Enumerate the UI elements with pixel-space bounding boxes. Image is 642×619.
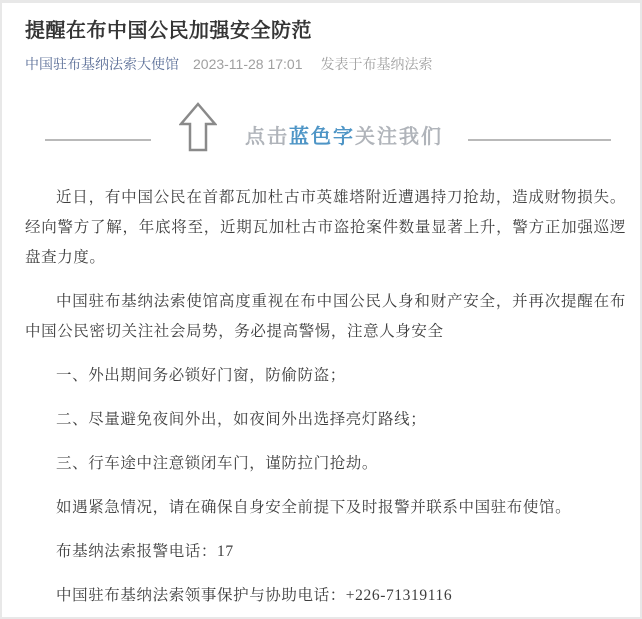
banner-divider-left	[45, 139, 151, 141]
follow-banner	[2, 95, 640, 161]
publish-location: 发表于布基纳法索	[320, 56, 433, 72]
page-title: 提醒在布中国公民加强安全防范	[25, 20, 312, 42]
article-paragraph: 如遇紧急情况，请在确保自身安全前提下及时报警并联系中国驻布使馆。	[56, 499, 572, 516]
article-header	[2, 3, 640, 73]
article-paragraph: 中国驻布基纳法索使馆高度重视在布中国公民人身和财产安全，并再次提醒在布中国公民密切关注社会局势，务必提高警惕，注意人身安全	[25, 293, 626, 340]
follow-text-suffix: 关注我们	[355, 126, 443, 148]
article-body	[2, 161, 640, 611]
article-list-item-1: 一、外出期间务必锁好门窗，防偷防盗；	[56, 367, 346, 384]
article-paragraph: 近日，有中国公民在首都瓦加杜古市英雄塔附近遭遇持刀抢劫，造成财物损失。经向警方了解，年底将至，近期瓦加杜古市盗抢案件数量显著上升，警方正加强巡逻盘查力度。	[25, 189, 626, 266]
article-list-item-3: 三、行车途中注意锁闭车门，谨防拉门抢劫。	[56, 455, 379, 472]
byline	[25, 55, 616, 73]
consular-phone-line: 中国驻布基纳法索领事保护与协助电话：+226-71319116	[56, 587, 453, 604]
banner-divider-right	[468, 139, 611, 141]
article-list-item-2: 二、尽量避免夜间外出，如夜间外出选择亮灯路线；	[56, 411, 427, 428]
follow-highlight-link[interactable]: 蓝色字	[289, 126, 355, 148]
publish-timestamp: 2023-11-28 17:01	[193, 56, 303, 72]
follow-banner-text	[245, 125, 443, 149]
up-arrow-icon	[179, 102, 217, 152]
police-phone-line: 布基纳法索报警电话：17	[56, 543, 234, 560]
account-name-link[interactable]: 中国驻布基纳法索大使馆	[25, 56, 179, 72]
follow-text-prefix: 点击	[245, 126, 289, 148]
